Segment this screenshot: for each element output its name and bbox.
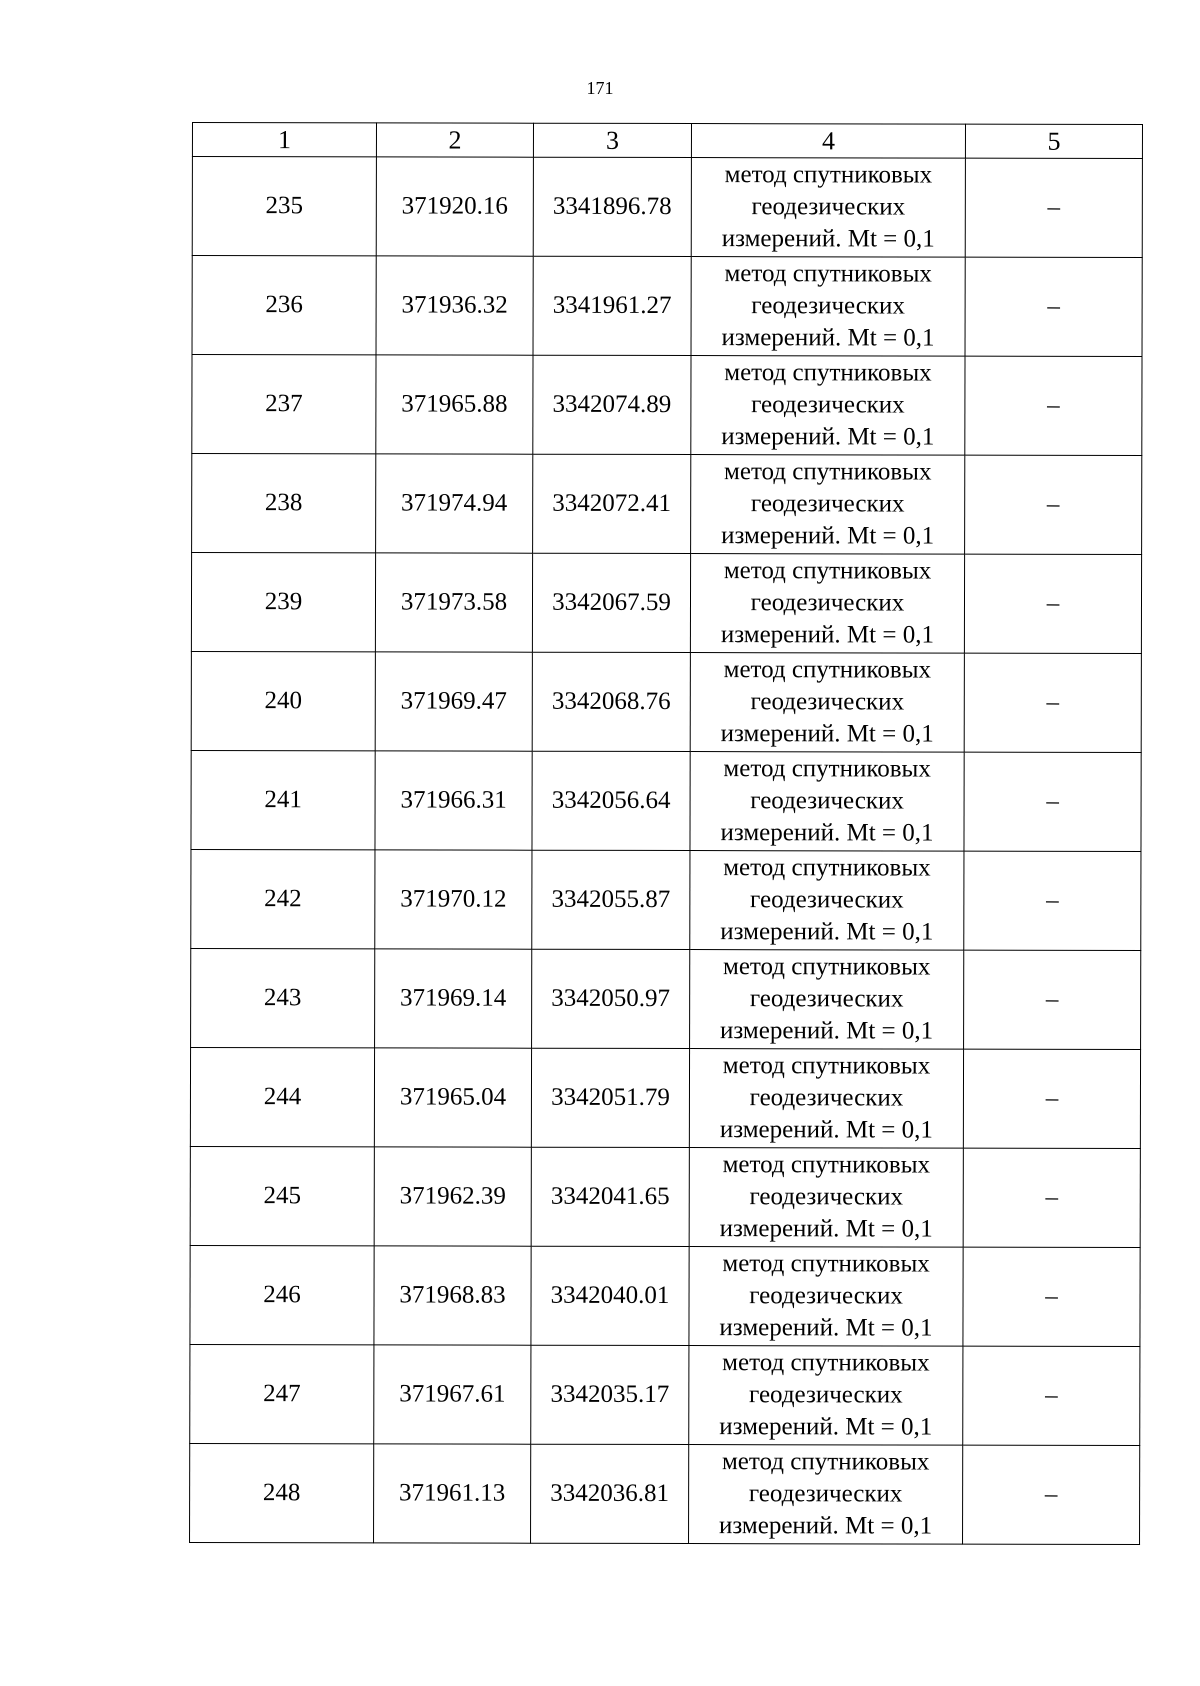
point-number-cell: 247: [190, 1344, 374, 1443]
point-number-cell: 244: [190, 1047, 374, 1146]
method-cell: [690, 752, 964, 852]
x-coordinate-cell: 371920.16: [376, 157, 533, 256]
x-coordinate-cell: 371962.39: [374, 1147, 531, 1246]
method-cell: [690, 851, 964, 951]
note-cell: –: [965, 455, 1142, 554]
table-row: [191, 553, 1141, 654]
y-coordinate-cell: 3342055.87: [532, 850, 690, 949]
method-text-line-2: геодезических: [749, 1381, 903, 1409]
method-text-line-3: измерений. Mt = 0,1: [720, 819, 934, 847]
method-text-line-2: геодезических: [750, 688, 905, 716]
method-text-line-3: измерений. Mt = 0,1: [720, 621, 934, 649]
point-number-cell: 239: [191, 553, 375, 652]
method-text-line-2: геодезических: [751, 193, 906, 221]
method-cell: [691, 455, 965, 555]
method-text-line-3: измерений. Mt = 0,1: [718, 1512, 933, 1540]
note-cell: –: [965, 257, 1142, 356]
y-coordinate-cell: 3342036.81: [531, 1444, 689, 1543]
column-header-5: 5: [965, 124, 1142, 158]
y-coordinate-cell: 3342040.01: [531, 1246, 689, 1345]
table-header: [192, 123, 1142, 159]
note-cell: –: [964, 752, 1141, 851]
table-row: [192, 256, 1142, 357]
method-text-line-3: измерений. Mt = 0,1: [720, 720, 934, 748]
method-text-line-1: метод спутниковых: [723, 854, 931, 882]
method-cell: [689, 1247, 963, 1347]
method-cell: [691, 158, 965, 258]
table-row: [190, 1245, 1140, 1346]
point-number-cell: 237: [192, 355, 376, 454]
method-cell: [690, 653, 964, 753]
y-coordinate-cell: 3342067.59: [532, 553, 690, 652]
point-number-cell: 248: [190, 1443, 374, 1542]
table-row: [192, 355, 1142, 456]
y-coordinate-cell: 3342050.97: [532, 949, 690, 1048]
y-coordinate-cell: 3342035.17: [531, 1345, 689, 1444]
note-cell: –: [963, 1148, 1140, 1247]
method-text-line-3: измерений. Mt = 0,1: [720, 918, 934, 946]
method-text-line-2: геодезических: [750, 886, 904, 914]
table-row: [191, 651, 1141, 752]
note-cell: –: [963, 1049, 1140, 1148]
y-coordinate-cell: 3342051.79: [531, 1048, 689, 1147]
table-row: [191, 750, 1141, 851]
method-text-line-3: измерений. Mt = 0,1: [720, 1017, 934, 1045]
note-cell: –: [963, 1445, 1140, 1544]
x-coordinate-cell: 371968.83: [374, 1246, 531, 1345]
method-text-line-3: измерений. Mt = 0,1: [721, 225, 935, 253]
method-text-line-2: геодезических: [749, 1084, 904, 1112]
method-text-line-3: измерений. Mt = 0,1: [721, 423, 935, 451]
method-cell: [691, 257, 965, 357]
method-text-line-3: измерений. Mt = 0,1: [721, 522, 935, 550]
method-text-line-1: метод спутниковых: [724, 161, 933, 189]
method-text-line-1: метод спутниковых: [723, 953, 931, 981]
method-cell: [690, 950, 964, 1050]
x-coordinate-cell: 371966.31: [375, 751, 532, 850]
coordinates-table: [189, 122, 1143, 1545]
method-cell: [689, 1049, 963, 1149]
method-text-line-1: метод спутниковых: [724, 260, 932, 288]
x-coordinate-cell: 371965.04: [374, 1048, 531, 1147]
method-text-line-1: метод спутниковых: [722, 1349, 930, 1377]
point-number-cell: 242: [191, 849, 375, 948]
point-number-cell: 246: [190, 1245, 374, 1344]
method-cell: [689, 1346, 963, 1446]
point-number-cell: 245: [190, 1146, 374, 1245]
note-cell: –: [964, 653, 1141, 752]
method-text-line-2: геодезических: [749, 985, 904, 1013]
method-text-line-1: метод спутниковых: [722, 1151, 931, 1179]
point-number-cell: 241: [191, 750, 375, 849]
header-row: [192, 123, 1142, 159]
method-text-line-2: геодезических: [751, 391, 905, 419]
y-coordinate-cell: 3341896.78: [533, 157, 691, 256]
y-coordinate-cell: 3342041.65: [531, 1147, 689, 1246]
method-text-line-1: метод спутниковых: [722, 1250, 930, 1278]
method-text-line-2: геодезических: [749, 1282, 903, 1310]
table-row: [190, 1146, 1140, 1247]
note-cell: –: [964, 554, 1141, 653]
method-text-line-3: измерений. Mt = 0,1: [719, 1314, 933, 1342]
x-coordinate-cell: 371961.13: [374, 1444, 531, 1543]
table-row: [191, 849, 1141, 950]
x-coordinate-cell: 371969.47: [375, 652, 532, 751]
y-coordinate-cell: 3342072.41: [533, 454, 691, 553]
y-coordinate-cell: 3342068.76: [532, 652, 690, 751]
table-row: [190, 1344, 1140, 1445]
note-cell: –: [965, 356, 1142, 455]
method-text-line-1: метод спутниковых: [724, 458, 932, 486]
column-header-3: 3: [533, 123, 691, 157]
column-header-4: 4: [691, 124, 965, 159]
method-text-line-3: измерений. Mt = 0,1: [719, 1413, 933, 1441]
table-row: [190, 1443, 1140, 1544]
method-text-line-1: метод спутниковых: [723, 557, 932, 585]
method-text-line-2: геодезических: [750, 589, 905, 617]
method-cell: [689, 1148, 963, 1248]
note-cell: –: [965, 158, 1142, 257]
method-text-line-3: измерений. Mt = 0,1: [721, 324, 935, 352]
note-cell: –: [963, 1247, 1140, 1346]
y-coordinate-cell: 3342074.89: [533, 355, 691, 454]
y-coordinate-cell: 3342056.64: [532, 751, 690, 850]
note-cell: –: [964, 950, 1141, 1049]
point-number-cell: 238: [192, 454, 376, 553]
x-coordinate-cell: 371965.88: [376, 355, 533, 454]
method-text-line-2: геодезических: [750, 490, 905, 518]
table-row: [191, 948, 1141, 1049]
point-number-cell: 236: [192, 256, 376, 355]
note-cell: –: [963, 1346, 1140, 1445]
point-number-cell: 240: [191, 651, 375, 750]
table-body: [190, 157, 1143, 1545]
y-coordinate-cell: 3341961.27: [533, 256, 691, 355]
page-number: 171: [586, 78, 614, 98]
x-coordinate-cell: 371969.14: [375, 949, 532, 1048]
note-cell: –: [964, 851, 1141, 950]
table-row: [190, 1047, 1140, 1148]
column-header-1: 1: [192, 123, 376, 157]
method-text-line-3: измерений. Mt = 0,1: [719, 1215, 933, 1243]
method-cell: [690, 554, 964, 654]
method-text-line-1: метод спутниковых: [723, 656, 932, 684]
method-text-line-1: метод спутниковых: [724, 359, 932, 387]
point-number-cell: 235: [192, 157, 376, 256]
x-coordinate-cell: 371970.12: [375, 850, 532, 949]
table-row: [192, 454, 1142, 555]
method-cell: [691, 356, 965, 456]
method-text-line-3: измерений. Mt = 0,1: [719, 1116, 933, 1144]
method-cell: [689, 1445, 963, 1545]
method-text-line-1: метод спутниковых: [721, 1448, 930, 1476]
x-coordinate-cell: 371973.58: [375, 553, 532, 652]
method-text-line-1: метод спутниковых: [722, 1052, 931, 1080]
table-row: [192, 157, 1142, 258]
column-header-2: 2: [376, 123, 533, 157]
method-text-line-1: метод спутниковых: [723, 755, 931, 783]
method-text-line-2: геодезических: [748, 1480, 903, 1508]
point-number-cell: 243: [191, 948, 375, 1047]
method-text-line-2: геодезических: [749, 1183, 904, 1211]
x-coordinate-cell: 371967.61: [374, 1345, 531, 1444]
x-coordinate-cell: 371974.94: [376, 454, 533, 553]
method-text-line-2: геодезических: [751, 292, 905, 320]
x-coordinate-cell: 371936.32: [376, 256, 533, 355]
method-text-line-2: геодезических: [750, 787, 904, 815]
